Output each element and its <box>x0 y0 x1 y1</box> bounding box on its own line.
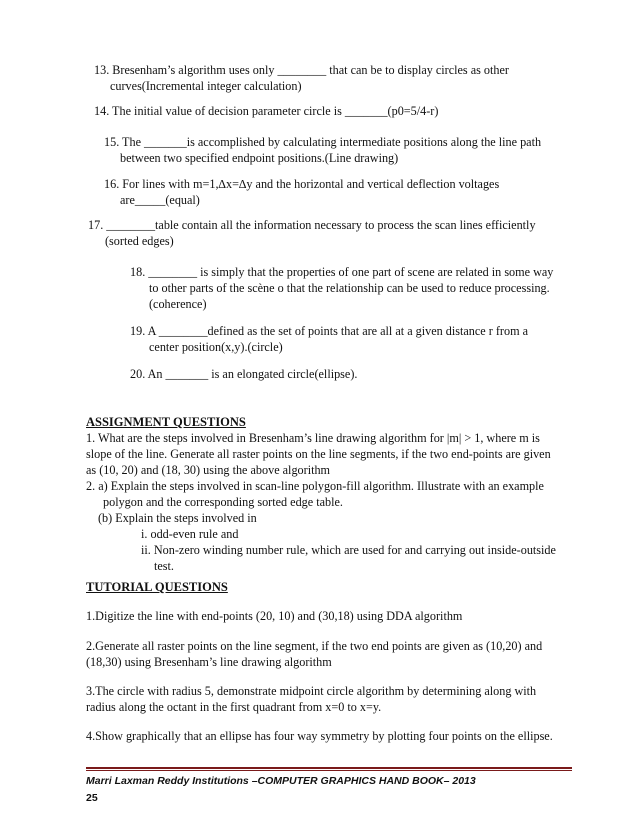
assignment-heading: ASSIGNMENT QUESTIONS <box>86 415 246 429</box>
question-15-line1: 15. The _______is accomplished by calculating intermediate positions along the line path <box>104 135 542 149</box>
question-16 <box>104 176 499 208</box>
question-17-line1: 17. ________table contain all the information necessary to process the scan lines efficiently <box>88 218 536 232</box>
tutorial-heading: TUTORIAL QUESTIONS <box>86 580 228 594</box>
question-20 <box>130 366 357 382</box>
tutorial-q2-line2: (18,30) using Bresenham’s line drawing algorithm <box>86 655 332 669</box>
question-15 <box>104 134 541 166</box>
footer-rule-thick <box>86 767 572 769</box>
tutorial-question-4: 4.Show graphically that an ellipse has four way symmetry by plotting four points on the ellipse. <box>86 729 553 743</box>
question-19-line2: center position(x,y).(circle) <box>149 340 283 354</box>
assignment-q2b-ii-line2: test. <box>154 559 174 573</box>
question-16-line1: 16. For lines with m=1,∆x=∆y and the horizontal and vertical deflection voltages <box>104 177 500 191</box>
tutorial-q3-line1: 3.The circle with radius 5, demonstrate midpoint circle algorithm by determining along with <box>86 684 537 698</box>
question-19 <box>130 323 528 355</box>
question-14-line1: 14. The initial value of decision parameter circle is _______(p0=5/4-r) <box>94 104 439 118</box>
tutorial-q3-line2: radius along the octant in the first quadrant from x=0 to x=y. <box>86 700 382 714</box>
question-17 <box>88 217 536 249</box>
question-19-line1: 19. A ________defined as the set of points that are all at a given distance r from a <box>130 324 529 338</box>
assignment-q2-line1: 2. a) Explain the steps involved in scan-line polygon-fill algorithm. Illustrate with an example <box>86 479 544 493</box>
footer-title: Marri Laxman Reddy Institutions –COMPUTER GRAPHICS HAND BOOK– 2013 <box>86 775 476 787</box>
question-15-line2: between two specified endpoint positions.(Line drawing) <box>120 151 399 165</box>
tutorial-q2-line1: 2.Generate all raster points on the line segment, if the two end points are given as (10,20) and <box>86 639 543 653</box>
question-13 <box>94 62 509 94</box>
assignment-q1-line1: 1. What are the steps involved in Bresenham’s line drawing algorithm for |m| > 1, where m is <box>86 431 540 445</box>
question-16-line2: are_____(equal) <box>120 193 200 207</box>
assignment-q2b-ii-line1: ii. Non-zero winding number rule, which are used for and carrying out inside-outside <box>141 543 556 557</box>
question-18-line1: 18. ________ is simply that the properties of one part of scene are related in some way <box>130 265 554 279</box>
assignment-q1-line2: slope of the line. Generate all raster points on the line segments, if the two end-points are given <box>86 447 551 461</box>
assignment-q2b-i: i. odd-even rule and <box>141 527 239 541</box>
tutorial-question-2 <box>86 638 572 670</box>
assignment-question-1 <box>86 430 572 574</box>
question-18 <box>130 264 553 312</box>
tutorial-question-1: 1.Digitize the line with end-points (20, 10) and (30,18) using DDA algorithm <box>86 609 463 623</box>
question-17-line2: (sorted edges) <box>105 234 174 248</box>
question-14 <box>94 103 438 119</box>
question-13-line2: curves(Incremental integer calculation) <box>110 79 302 93</box>
question-20-line1: 20. An _______ is an elongated circle(ellipse). <box>130 367 358 381</box>
question-13-line1: 13. Bresenham’s algorithm uses only ________ that can be to display circles as other <box>94 63 509 77</box>
footer-rule-thin <box>86 770 572 771</box>
assignment-q2b: (b) Explain the steps involved in <box>98 511 257 525</box>
tutorial-question-3 <box>86 683 572 715</box>
assignment-q2-line2: polygon and the corresponding sorted edge table. <box>103 495 343 509</box>
question-18-line3: (coherence) <box>149 297 207 311</box>
assignment-q1-line3: as (10, 20) and (18, 30) using the above algorithm <box>86 463 331 477</box>
question-18-line2: to other parts of the scène o that the relationship can be used to reduce processing. <box>149 281 550 295</box>
page-number: 25 <box>86 792 98 804</box>
